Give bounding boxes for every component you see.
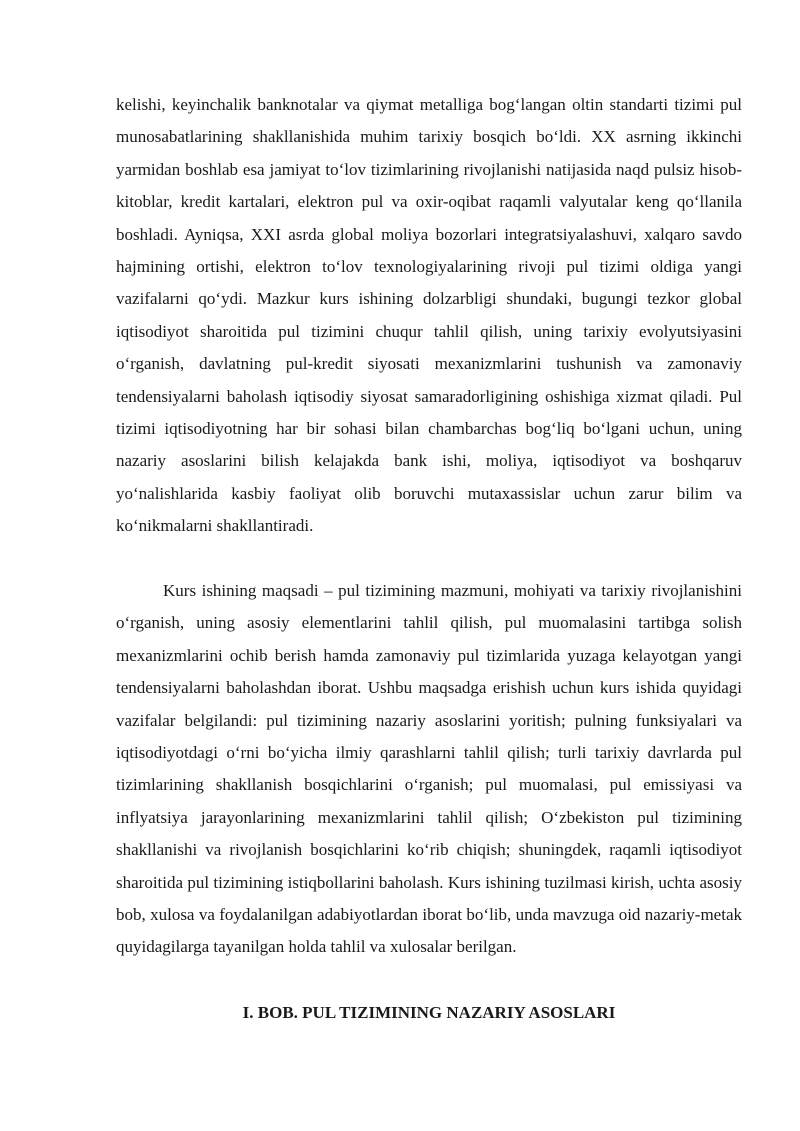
body-paragraph-purpose: Kurs ishining maqsadi – pul tizimining mazmuni, mohiyati va tarixiy rivojlanishini o‘rganish, uning asosiy elementlarini tahlil qilish, pul muomalasini tartibga solish mexanizmlarini ochib berish hamda zamonaviy pul tizimlarida yuzaga kelayotgan yangi tendensiyalarni baholashdan iborat. Ushbu maqsadga erishish uchun kurs ishida quyidagi vazifalar belgilandi: pul tizimining nazariy asoslarini yoritish; pulning funksiyalari va iqtisodiyotdagi o‘rni bo‘yicha ilmiy qarashlarni tahlil qilish; turli tarixiy davrlarda pul tizimlarining shakllanish bosqichlarini o‘rganish; pul muomalasi, pul emissiyasi va inflyatsiya jarayonlarining mexanizmlarini tahlil qilish; O‘zbekiston pul tizimining shakllanishi va rivojlanish bosqichlarini ko‘rib chiqish; shuningdek, raqamli iqtisodiyot sharoitida pul tizimining istiqbollarini baholash. Kurs ishining tuzilmasi kirish, uchta asosiy bob, xulosa va foydalanilgan adabiyotlardan iborat bo‘lib, unda mavzuga oid nazariy-metak quyidagilarga tayanilgan holda tahlil va xulosalar berilgan. [116,581,742,957]
body-paragraph-continuation: kelishi, keyinchalik banknotalar va qiymat metalliga bog‘langan oltin standarti tizimi pul munosabatlarining shakllanishida muhim tarixiy bosqich bo‘ldi. XX asrning ikkinchi yarmidan boshlab esa jamiyat to‘lov tizimlarining rivojlanishi natijasida naqd pulsiz hisob-kitoblar, kredit kartalari, elektron pul va oxir-oqibat raqamli valyutalar keng qo‘llanila boshladi. Ayniqsa, XXI asrda global moliya bozorlari integratsiyalashuvi, xalqaro savdo hajmining ortishi, elektron to‘lov texnologiyalarining rivoji pul tizimi oldiga yangi vazifalarni qo‘ydi. Mazkur kurs ishining dolzarbligi shundaki, bugungi tezkor global iqtisodiyot sharoitida pul tizimini chuqur tahlil qilish, uning tarixiy evolyutsiyasini o‘rganish, davlatning pul-kredit siyosati mexanizmlarini tushunish va zamonaviy tendensiyalarni baholash iqtisodiy siyosat samaradorligining oshishiga xizmat qiladi. Pul tizimi iqtisodiyotning har bir sohasi bilan chambarchas bog‘liq bo‘lgani uchun, uning nazariy asoslarini bilish kelajakda bank ishi, moliya, iqtisodiyot va boshqaruv yo‘nalishlarida kasbiy faoliyat olib boruvchi mutaxassislar uchun zarur bilim va ko‘nikmalarni shakllantiradi. [116,95,742,536]
chapter-heading: I. BOB. PUL TIZIMINING NAZARIY ASOSLARI [242,1003,616,1022]
